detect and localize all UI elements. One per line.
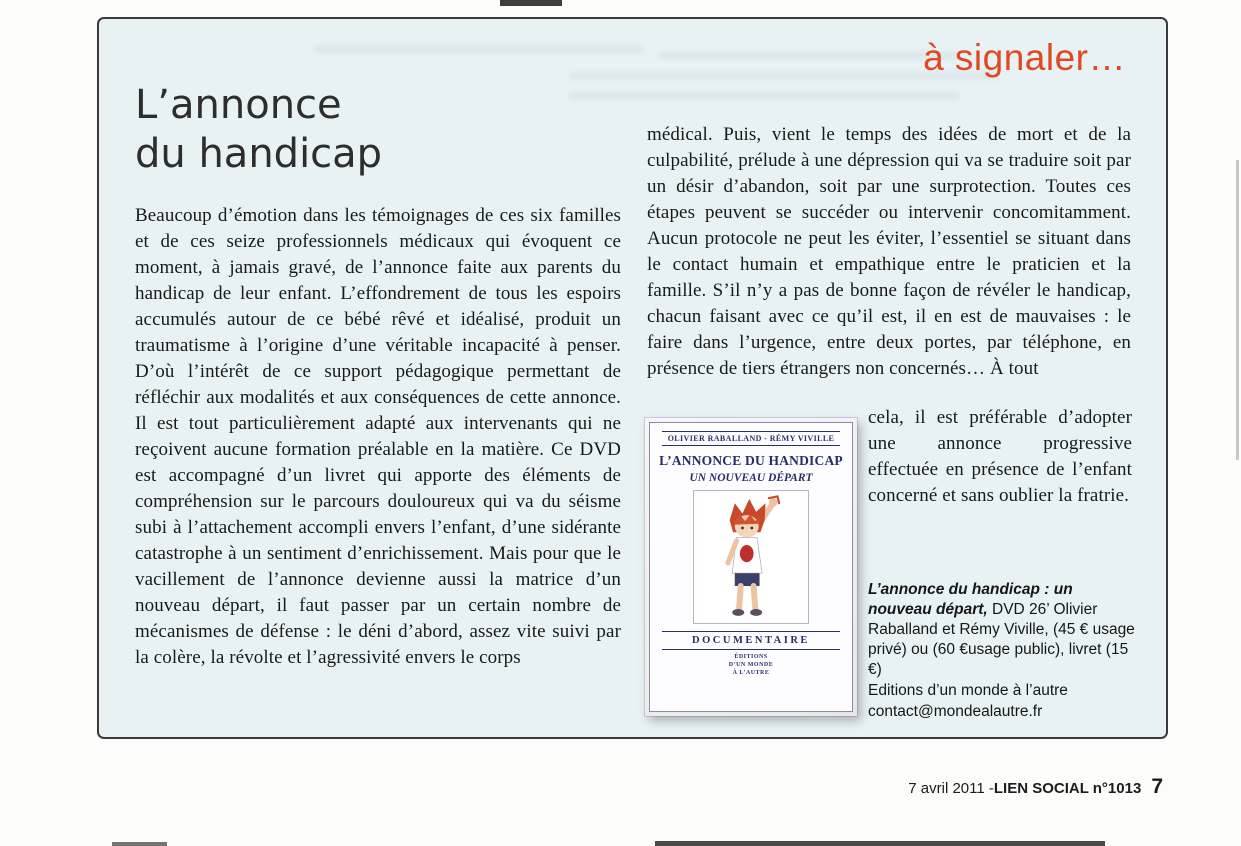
dvd-genre: DOCUMENTAIRE	[692, 635, 810, 646]
dvd-publisher-line: ÉDITIONS	[734, 654, 768, 660]
dvd-cover	[649, 422, 853, 712]
article-right-column: médical. Puis, vient le temps des idées de mort et de la culpabilité, prélude à une dépression qui va se traduire soit par un désir d’abandon, soit par une surprotection. Toutes ces étapes peuvent se succéder ou intervenir concomitamment. Aucun protocole ne peut les éviter, l’essentiel se situant dans le contact humain et empathique entre le praticien et la famille. S’il n’y a pas de bonne façon de révéler le handicap, chacun faisant avec ce qu’il est, il en est de mauvaises : le faire dans l’urgence, entre deux portes, par téléphone, en présence de tiers étrangers non concernés… À tout	[647, 124, 1131, 379]
page-footer	[908, 775, 1163, 799]
dvd-authors: OLIVIER RABALLAND - RÉMY VIVILLE	[662, 431, 841, 446]
dvd-subtitle: UN NOUVEAU DÉPART	[689, 472, 813, 484]
scan-artifact	[500, 0, 562, 6]
scan-artifact	[112, 842, 167, 846]
footer-page-number: 7	[1151, 775, 1163, 798]
caption-credits: DVD 26’ Olivier Raballand et Rémy Viville, (45 € usage privé) ou (60 €usage public), livret (15 €)	[868, 601, 1135, 678]
dvd-publisher-logo	[729, 654, 774, 677]
dvd-genre-band	[662, 631, 841, 650]
scan-showthrough	[314, 45, 644, 54]
dvd-caption	[868, 580, 1140, 722]
caption-publisher: Editions d’un monde à l’autre	[868, 682, 1068, 699]
caption-title: L’annonce du handicap : un nouveau départ,	[868, 581, 1073, 618]
manga-girl-illustration	[693, 490, 809, 624]
section-label: à signaler…	[923, 37, 1126, 78]
article-title-line1: L’annonce	[135, 82, 342, 128]
article-left-column: Beaucoup d’émotion dans les témoignages de ces six familles et de ces seize professionnels médicaux qui évoquent ce moment, à jamais gravé, de l’annonce faite aux parents du handicap de leur enfant. L’effondrement de tous les espoirs accumulés autour de ce bébé rêvé et idéalisé, produit un traumatisme à l’origine d’une véritable incapacité à penser. D’où l’intérêt de ce support pédagogique permettant de réfléchir aux modalités et aux conséquences de cette annonce. Il est tout particulièrement adapté aux intervenants qui ne reçoivent aucune formation préalable en la matière. Ce DVD est accompagné d’un livret qui apporte des éléments de compréhension sur le parcours douloureux qui va du séisme subi à l’attachement accompli envers l’enfant, d’une sidérante catastrophe à un sentiment d’enrichissement. Mais pour que le vacillement de l’annonce devienne aussi la matrice d’un nouveau départ, il faut passer par un certain nombre de mécanismes de défense : le déni d’abord, assez vite suivi par la colère, la révolte et l’agressivité envers le corps	[135, 205, 621, 668]
footer-journal: LIEN SOCIAL n°1013	[993, 780, 1142, 797]
article-title	[135, 81, 382, 179]
dvd-publisher-line: À L’AUTRE	[732, 669, 770, 676]
caption-contact: contact@mondealautre.fr	[868, 703, 1043, 720]
article-title-line2: du handicap	[135, 131, 383, 177]
footer-date: 7 avril 2011 -	[908, 780, 994, 797]
scan-artifact	[1236, 160, 1239, 460]
dvd-title: L’ANNONCE DU HANDICAP	[659, 453, 843, 468]
article-wrap-text: cela, il est préférable d’adopter une annonce progressive effectuée en présence de l’enfant concerné et sans oublier la fratrie.	[868, 407, 1132, 506]
dvd-cover-photo	[645, 418, 857, 716]
dvd-publisher-line: D’UN MONDE	[728, 661, 774, 668]
scan-artifact	[655, 841, 1105, 846]
scan-showthrough	[569, 91, 959, 100]
scan-showthrough	[659, 51, 959, 60]
article-panel	[97, 17, 1168, 739]
